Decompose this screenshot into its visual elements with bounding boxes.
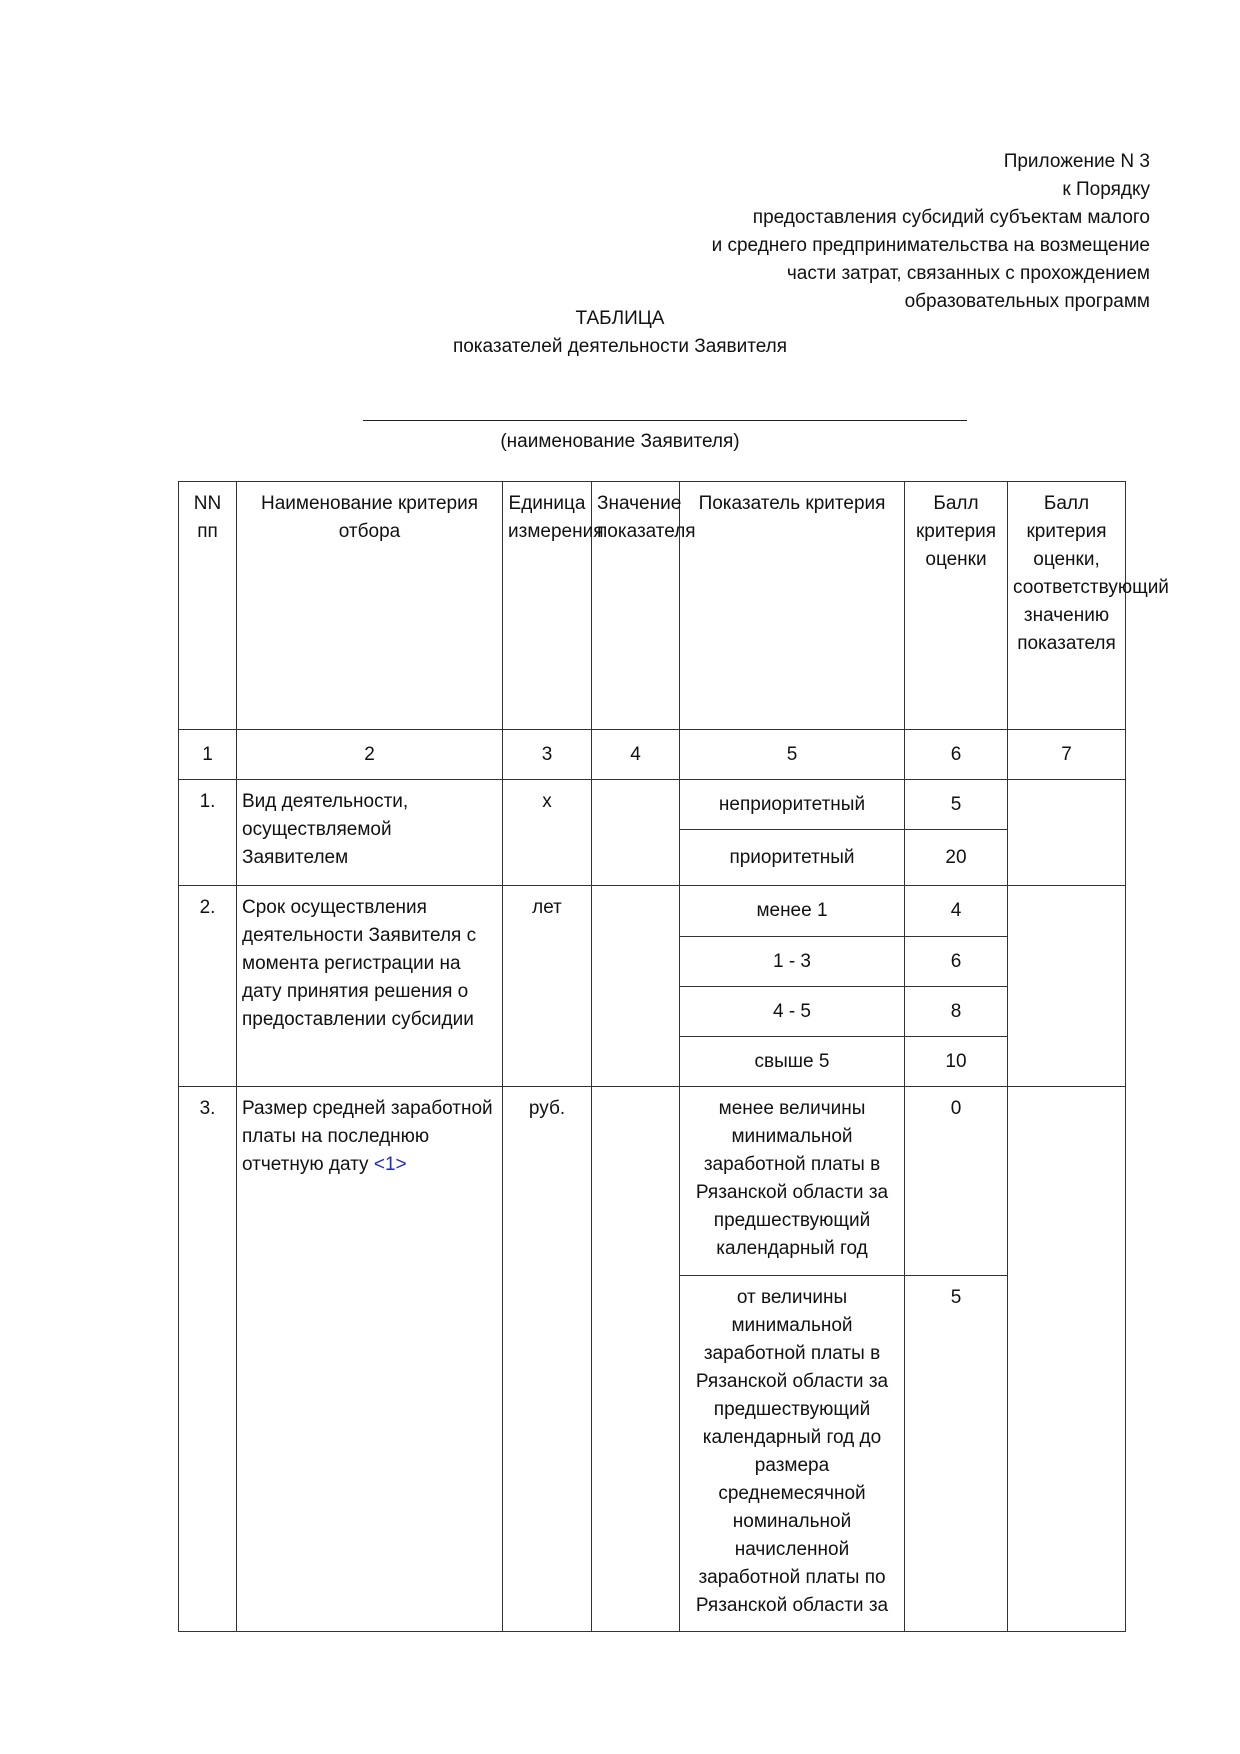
table-row: [179, 1087, 1126, 1276]
column-numbers-row: [179, 730, 1126, 780]
result-score-cell[interactable]: [1008, 886, 1126, 1087]
score: 0: [905, 1087, 1008, 1276]
unit: руб.: [503, 1087, 592, 1632]
header-cell-result-score: Балл критерия оценки, соответствующий значению показателя: [1008, 482, 1126, 730]
header-cell-criterion-name: Наименование критерия отбора: [237, 482, 503, 730]
score: 4: [905, 886, 1008, 937]
footnote-link[interactable]: <1>: [373, 1154, 407, 1175]
column-number: 2: [237, 730, 503, 780]
indicator: приоритетный: [680, 830, 905, 886]
unit: лет: [503, 886, 592, 1087]
criterion-name: Срок осуществления деятельности Заявителя с момента регистрации на дату принятия решения о предоставлении субсидии: [237, 886, 503, 1087]
header-line: предоставления субсидий субъектам малого: [752, 207, 1150, 228]
header-line: Приложение N 3: [1003, 151, 1150, 172]
indicators-table: [178, 481, 1169, 1632]
row-number: 1.: [179, 780, 237, 886]
score: 5: [905, 1276, 1008, 1632]
header-line: и среднего предпринимательства на возмещение: [711, 235, 1150, 256]
value-cell[interactable]: [592, 1087, 680, 1632]
header-cell-indicator: Показатель критерия: [680, 482, 905, 730]
criterion-name: Размер средней заработной платы на последнюю отчетную дату: [242, 1098, 493, 1175]
table-header-row: [179, 482, 1126, 730]
header-line: образовательных программ: [904, 291, 1150, 312]
unit: х: [503, 780, 592, 886]
row-number: 2.: [179, 886, 237, 1087]
score: 20: [905, 830, 1008, 886]
score: 8: [905, 987, 1008, 1037]
result-score-cell[interactable]: [1008, 1087, 1126, 1632]
header-line: к Порядку: [1062, 179, 1150, 200]
table-row: [179, 780, 1126, 830]
score: 5: [905, 780, 1008, 830]
applicant-name-blank-line: [363, 420, 967, 421]
indicator: от величины минимальной заработной платы в Рязанской области за предшествующий календарный год до размера среднемесячной номинальной начисленной заработной платы по Рязанской области за: [680, 1276, 905, 1632]
indicator: менее величины минимальной заработной платы в Рязанской области за предшествующий календарный год: [680, 1087, 905, 1276]
criterion-name: Вид деятельности, осуществляемой Заявителем: [237, 780, 503, 886]
header-cell-unit: Единица измерения: [503, 482, 592, 730]
header-line: части затрат, связанных с прохождением: [786, 263, 1150, 284]
indicator: свыше 5: [680, 1037, 905, 1087]
header-cell-number: NN пп: [179, 482, 237, 730]
indicator: 4 - 5: [680, 987, 905, 1037]
column-number: 6: [905, 730, 1008, 780]
document-subtitle: показателей деятельности Заявителя: [452, 336, 788, 357]
table-row: [179, 886, 1126, 937]
score: 6: [905, 937, 1008, 987]
criterion-name-cell: [237, 1087, 503, 1632]
column-number: 5: [680, 730, 905, 780]
result-score-cell[interactable]: [1008, 780, 1126, 886]
indicator: менее 1: [680, 886, 905, 937]
indicator: 1 - 3: [680, 937, 905, 987]
appendix-header: [712, 148, 1150, 316]
header-cell-value: Значение показателя: [592, 482, 680, 730]
document-title: ТАБЛИЦА: [575, 308, 665, 329]
header-cell-score: Балл критерия оценки: [905, 482, 1008, 730]
column-number: 1: [179, 730, 237, 780]
column-number: 3: [503, 730, 592, 780]
value-cell[interactable]: [592, 886, 680, 1087]
column-number: 4: [592, 730, 680, 780]
indicator: неприоритетный: [680, 780, 905, 830]
row-number: 3.: [179, 1087, 237, 1632]
applicant-name-caption: (наименование Заявителя): [500, 431, 740, 452]
value-cell[interactable]: [592, 780, 680, 886]
score: 10: [905, 1037, 1008, 1087]
column-number: 7: [1008, 730, 1126, 780]
